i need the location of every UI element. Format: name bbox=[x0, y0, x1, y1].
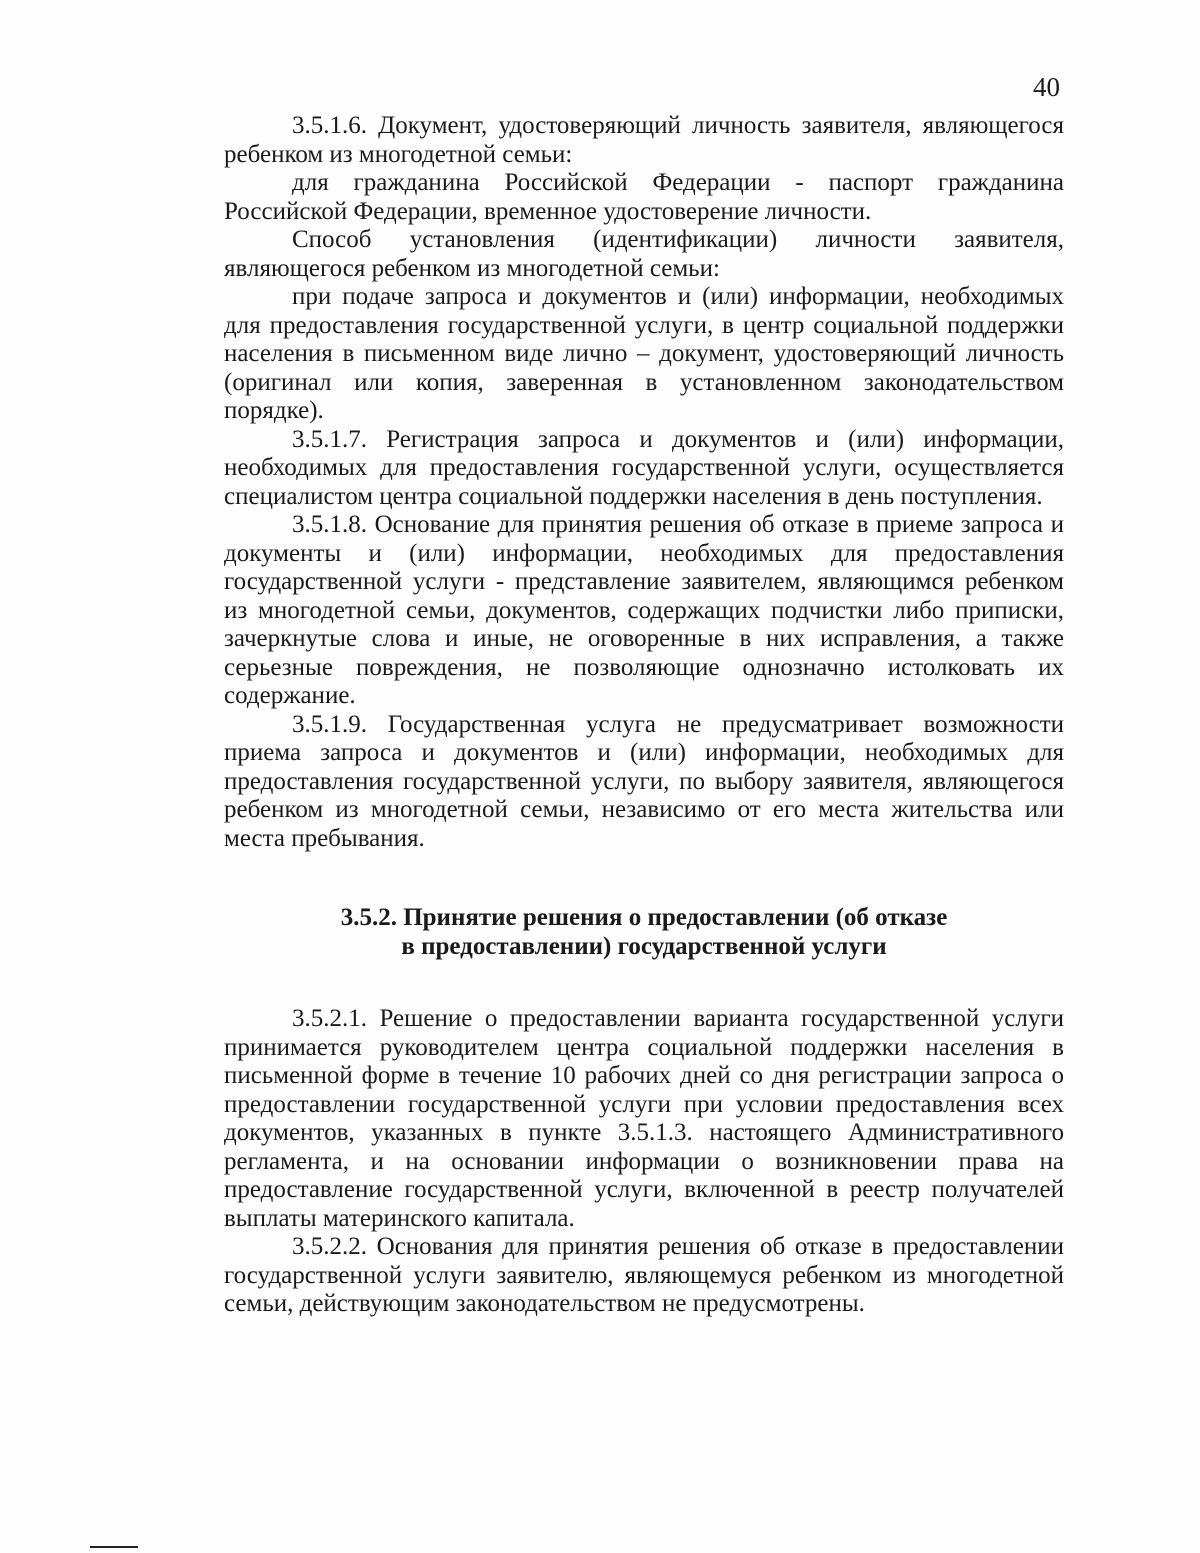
footer-rule bbox=[90, 1546, 138, 1548]
section-heading-line-1: 3.5.2. Принятие решения о предоставлении (об отказе bbox=[340, 904, 948, 931]
paragraph-3-5-2-2: 3.5.2.2. Основания для принятия решения об отказе в предоставлении государственной услуги заявителю, являющемуся ребенком из многодетной семьи, действующим законодательством не предусмотрены. bbox=[224, 1233, 1064, 1317]
paragraph-3-5-1-9: 3.5.1.9. Государственная услуга не предусматривает возможности приема запроса и документов и (или) информации, необходимых для предоставления государственной услуги, по выбору заявителя, являющегося ребенком из многодетной семьи, независимо от его места жительства или места пребывания. bbox=[224, 710, 1064, 852]
section-heading-3-5-2 bbox=[224, 903, 1064, 961]
paragraph-3-5-1-6: 3.5.1.6. Документ, удостоверяющий личность заявителя, являющегося ребенком из многодетной семьи: bbox=[224, 112, 1064, 168]
section-heading-line-2: в предоставлении) государственной услуги bbox=[401, 933, 887, 960]
paragraph-citizen-passport: для гражданина Российской Федерации - паспорт гражданина Российской Федерации, временное удостоверение личности. bbox=[224, 169, 1064, 225]
paragraph-3-5-1-7: 3.5.1.7. Регистрация запроса и документов и (или) информации, необходимых для предоставления государственной услуги, осуществляется специалистом центра социальной поддержки населения в день поступления. bbox=[224, 425, 1064, 510]
page-number: 40 bbox=[1033, 72, 1060, 102]
paragraph-submission-in-person: при подаче запроса и документов и (или) информации, необходимых для предоставления государственной услуги, в центр социальной поддержки населения в письменном виде лично – документ, удостоверяющий личность (оригинал или копия, заверенная в установленном законодательством порядке). bbox=[224, 283, 1064, 424]
paragraph-3-5-1-8: 3.5.1.8. Основание для принятия решения об отказе в приеме запроса и документы и (или) информации, необходимых для предоставления государственной услуги - представление заявителем, являющимся ребенком из многодетной семьи, документов, содержащих подчистки либо приписки, зачеркнутые слова и иные, не оговоренные в них исправления, а также серьезные повреждения, не позволяющие однозначно истолковать их содержание. bbox=[224, 511, 1064, 709]
document-body bbox=[224, 112, 1064, 1319]
paragraph-identification-method: Способ установления (идентификации) личности заявителя, являющегося ребенком из многодетной семьи: bbox=[224, 226, 1064, 282]
paragraph-3-5-2-1: 3.5.2.1. Решение о предоставлении варианта государственной услуги принимается руководителем центра социальной поддержки населения в письменной форме в течение 10 рабочих дней со дня регистрации запроса о предоставлении государственной услуги при условии предоставления всех документов, указанных в пункте 3.5.1.3. настоящего Административного регламента, и на основании информации о возникновении права на предоставление государственной услуги, включенной в реестр получателей выплаты материнского капитала. bbox=[224, 1005, 1064, 1232]
